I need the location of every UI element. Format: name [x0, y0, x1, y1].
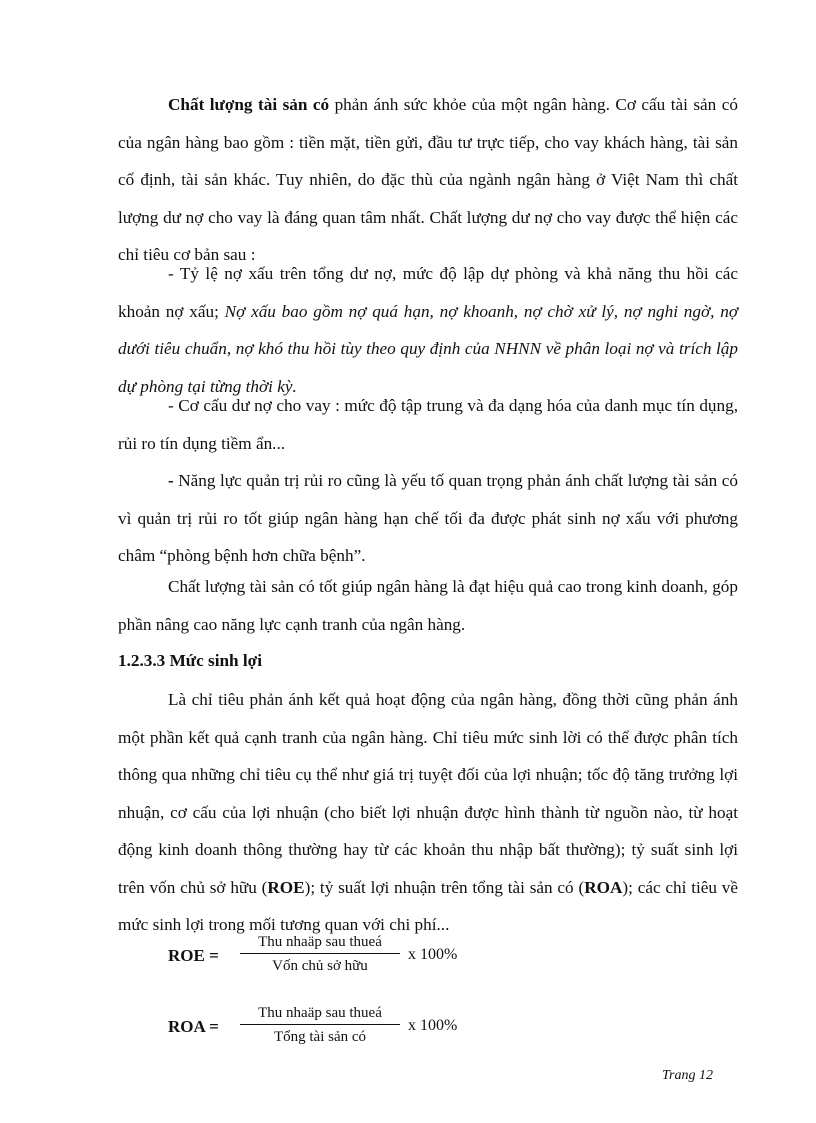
- asset-quality-lead: Chất lượng tài sản có: [168, 95, 330, 114]
- roa-denominator: Tổng tài sản có: [273, 1029, 367, 1045]
- bad-debt-text: - Tỷ lệ nợ xấu trên tổng dư nợ, mức độ lập dự phòng và khả năng thu hồi các khoản nợ xấu;: [118, 264, 738, 321]
- paragraph-bad-debt: [118, 255, 738, 405]
- asset-quality-text: phản ánh sức khỏe của một ngân hàng. Cơ cấu tài sản có của ngân hàng bao gồm : tiền mặt, tiền gửi, đầu tư trực tiếp, cho vay khách hàng, tài sản cố định, tài sản khác. Tuy nhiên, do đặc thù của ngành ngân hàng ở Việt Nam thì chất lượng dư nợ cho vay là đáng quan tâm nhất. Chất lượng dư nợ cho vay được thể hiện các chỉ tiêu cơ bản sau :: [118, 95, 738, 264]
- paragraph-risk-management: [118, 462, 738, 575]
- roa-multiplier: x 100%: [408, 1017, 458, 1034]
- profitability-text-2: ); tỷ suất lợi nhuận trên tổng tài sản có (: [304, 877, 585, 897]
- section-heading: 1.2.3.3 Mức sinh lợi: [118, 651, 262, 670]
- conclusion-text: Chất lượng tài sản có tốt giúp ngân hàng là đạt hiệu quả cao trong kinh doanh, góp phần nâng cao năng lực cạnh tranh của ngân hàng.: [118, 577, 738, 634]
- roe-abbr: ROE: [267, 877, 305, 897]
- page-number: Trang 12: [662, 1068, 713, 1083]
- loan-structure-text: - Cơ cấu dư nợ cho vay : mức độ tập trung và đa dạng hóa của danh mục tín dụng, rủi ro tín dụng tiềm ẩn...: [118, 396, 738, 453]
- roe-fraction: [240, 932, 400, 976]
- roe-formula: [168, 932, 588, 992]
- paragraph-loan-structure: [118, 387, 738, 462]
- profitability-text-1: Là chỉ tiêu phản ánh kết quả hoạt động của ngân hàng, đồng thời cũng phản ánh một phần kết quả cạnh tranh của ngân hàng. Chỉ tiêu mức sinh lời có thể được phân tích thông qua những chỉ tiêu cụ thể như giá trị tuyệt đối của lợi nhuận; tốc độ tăng trưởng lợi nhuận, cơ cấu của lợi nhuận (cho biết lợi nhuận được hình thành từ nguồn nào, từ hoạt động kinh doanh thông thường hay từ các khoản thu nhập bất thường); tỷ suất sinh lợi trên vốn chủ sở hữu (: [118, 690, 738, 897]
- roa-fraction: [240, 1003, 400, 1047]
- paragraph-asset-quality-conclusion: [118, 568, 738, 643]
- roe-fraction-bar: [240, 953, 400, 954]
- roe-denominator: Vốn chủ sở hữu: [272, 958, 368, 974]
- roe-lhs: ROE =: [168, 946, 219, 965]
- roa-lhs: ROA =: [168, 1017, 219, 1036]
- roe-multiplier: x 100%: [408, 946, 458, 963]
- paragraph-profitability: [118, 681, 738, 944]
- roe-numerator: Thu nhaäp sau thueá: [258, 934, 382, 950]
- profitability-text-3: ); các chỉ tiêu về mức sinh lợi trong mối tương quan với chi phí...: [118, 877, 738, 934]
- risk-dash: -: [168, 471, 174, 490]
- roa-numerator: Thu nhaäp sau thueá: [258, 1005, 382, 1021]
- bad-debt-italic: Nợ xấu bao gồm nợ quá hạn, nợ khoanh, nợ chờ xử lý, nợ nghi ngờ, nợ dưới tiêu chuẩn, nợ khó thu hồi tùy theo quy định của NHNN về phân loại nợ và trích lập dự phòng tại từng thời kỳ.: [118, 301, 739, 396]
- roa-abbr: ROA: [584, 877, 623, 897]
- risk-management-text: Năng lực quản trị rủi ro cũng là yếu tố quan trọng phản ánh chất lượng tài sản có vì quản trị rủi ro tốt giúp ngân hàng hạn chế tối đa được phát sinh nợ xấu với phương châm “phòng bệnh hơn chữa bệnh”.: [118, 471, 738, 565]
- roa-fraction-bar: [240, 1024, 400, 1025]
- paragraph-asset-quality: [118, 86, 738, 274]
- roa-formula: [168, 1003, 588, 1063]
